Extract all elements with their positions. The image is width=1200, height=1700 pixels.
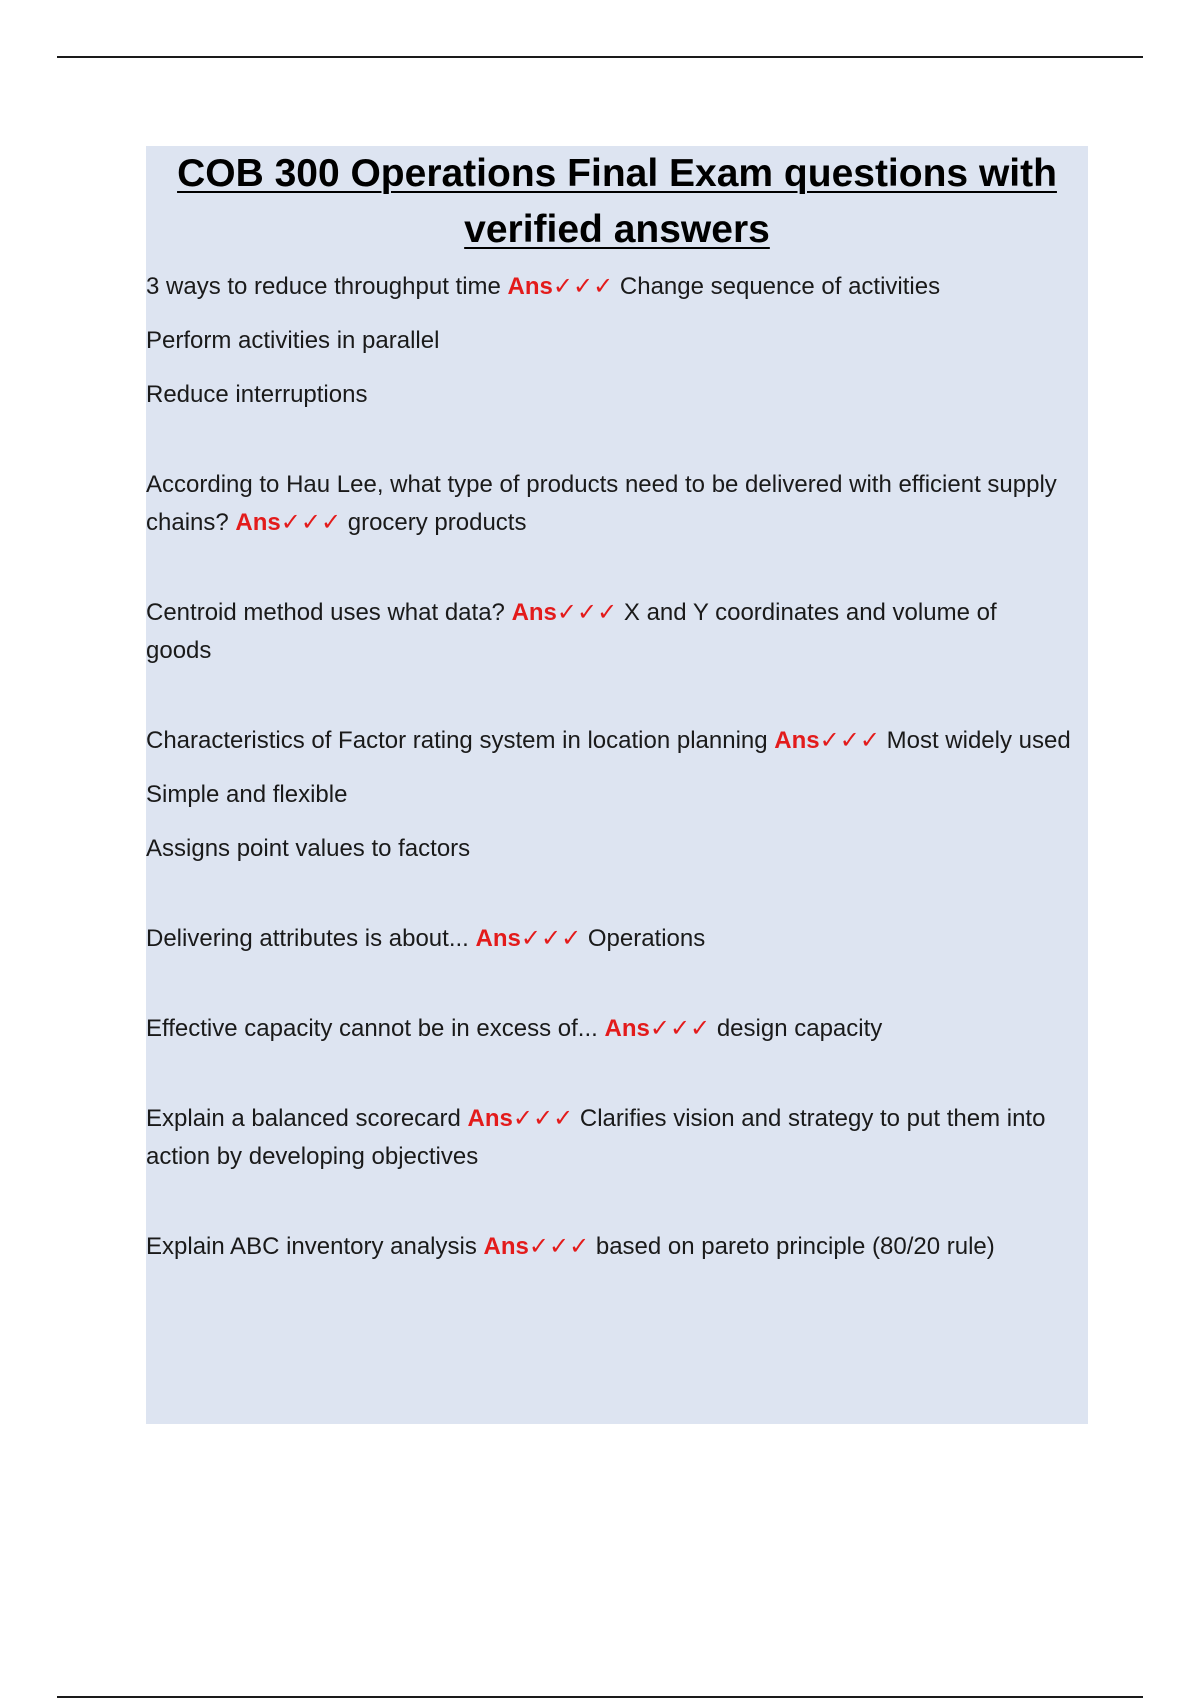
qa-question-line <box>146 1100 1066 1176</box>
qa-question-line <box>146 594 1066 670</box>
answer-marker: Ans <box>604 1015 650 1042</box>
answer-text: Change sequence of activities <box>613 273 941 300</box>
question-text: Centroid method uses what data? <box>146 599 512 626</box>
answer-extra-line: Perform activities in parallel <box>146 327 440 354</box>
qa-item <box>146 920 1066 958</box>
checkmark-icon: ✓✓✓ <box>512 1105 574 1132</box>
question-text: Delivering attributes is about... <box>146 925 476 952</box>
answer-text: based on pareto principle (80/20 rule) <box>589 1233 995 1260</box>
checkmark-icon: ✓✓✓ <box>819 727 880 754</box>
answer-text: grocery products <box>341 509 527 536</box>
qa-item <box>146 268 1096 414</box>
question-text: Explain a balanced scorecard <box>146 1105 468 1132</box>
top-rule <box>57 56 1143 58</box>
title-block <box>146 146 1088 258</box>
document-body <box>146 146 1096 1266</box>
answer-extra-line: Simple and flexible <box>146 781 348 808</box>
checkmark-icon: ✓✓✓ <box>280 509 342 536</box>
answer-marker: Ans <box>774 727 820 754</box>
answer-marker: Ans <box>507 273 553 300</box>
qa-question-line <box>146 920 1066 958</box>
document-title <box>146 146 1088 258</box>
qa-item <box>146 1228 1066 1266</box>
question-text: According to Hau Lee, what type of products need to be delivered with efficient supply chains? <box>146 471 1057 536</box>
answer-text: design capacity <box>710 1015 883 1042</box>
checkmark-icon: ✓✓✓ <box>649 1015 711 1042</box>
answer-text: Clarifies vision and strategy to put them into action by developing objectives <box>146 1105 1046 1170</box>
bottom-rule <box>57 1696 1143 1698</box>
qa-question-line <box>146 722 1096 760</box>
title-line-2: verified answers <box>464 208 770 251</box>
answer-marker: Ans <box>467 1105 513 1132</box>
answer-extra-line: Reduce interruptions <box>146 381 368 408</box>
answer-text: Operations <box>581 925 706 952</box>
qa-item <box>146 466 1066 542</box>
qa-list <box>146 268 1096 1266</box>
qa-item <box>146 722 1096 868</box>
answer-marker: Ans <box>475 925 521 952</box>
qa-item <box>146 1010 1066 1048</box>
question-text: 3 ways to reduce throughput time <box>146 273 508 300</box>
checkmark-icon: ✓✓✓ <box>528 1233 590 1260</box>
qa-question-line <box>146 1010 1066 1048</box>
qa-question-line <box>146 268 1096 306</box>
answer-text: Most widely used <box>879 727 1071 754</box>
checkmark-icon: ✓✓✓ <box>556 599 618 626</box>
checkmark-icon: ✓✓✓ <box>552 273 614 300</box>
question-text: Effective capacity cannot be in excess of... <box>146 1015 605 1042</box>
answer-marker: Ans <box>511 599 557 626</box>
checkmark-icon: ✓✓✓ <box>520 925 582 952</box>
qa-question-line <box>146 466 1066 542</box>
qa-item <box>146 1100 1066 1176</box>
qa-item <box>146 594 1066 670</box>
question-text: Characteristics of Factor rating system in location planning <box>146 727 775 754</box>
answer-text: X and Y coordinates and volume of goods <box>146 599 997 664</box>
question-text: Explain ABC inventory analysis <box>146 1233 484 1260</box>
title-line-1: COB 300 Operations Final Exam questions with <box>177 152 1057 195</box>
qa-question-line <box>146 1228 1066 1266</box>
answer-marker: Ans <box>483 1233 529 1260</box>
answer-marker: Ans <box>235 509 281 536</box>
answer-extra-line: Assigns point values to factors <box>146 835 471 862</box>
